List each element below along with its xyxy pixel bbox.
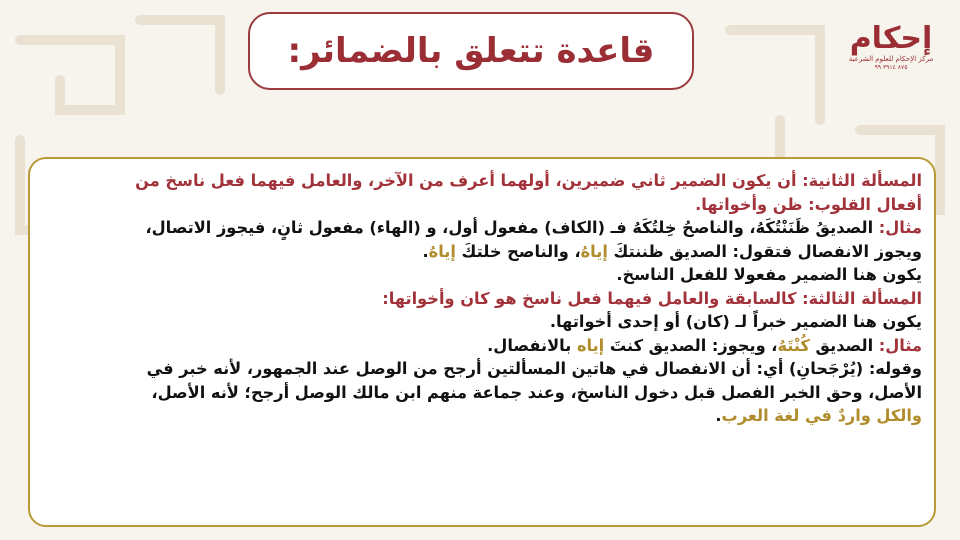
text-span: ، ويجوز: الصديق كنتَ: [604, 335, 778, 355]
text-span: بالانفصال.: [487, 335, 577, 355]
text-span: .: [715, 406, 722, 425]
paragraph-line-7: [44, 310, 922, 334]
text-span: المسألة الثانية: أن يكون الضمير ثاني ضميرين، أولهما أعرف من الآخر، والعامل فيهما فعل ناسخ من: [135, 171, 922, 190]
paragraph-line-8: [44, 334, 922, 358]
text-span: أفعال القلوب:: [808, 194, 922, 214]
text-span: الصديقُ ظَنَنْتُكَهُ، والناصحُ خِلتُكَهُ فـ (الكاف) مفعول أول، و (الهاء) مفعول ثانٍ، فيجوز الاتصال،: [145, 218, 879, 237]
paragraph-line-11: [44, 404, 922, 428]
text-span: ويجوز الانفصال فتقول: الصديق ظننتكَ: [607, 241, 922, 261]
paragraph-line-6: [44, 287, 922, 311]
paragraph-line-9: [44, 357, 922, 381]
page-title: قاعدة تتعلق بالضمائر:: [287, 31, 655, 71]
logo-subtitle: مركز الإحكام للعلوم الشرعية: [848, 55, 934, 63]
text-span: يكون هنا الضمير مفعولا للفعل الناسخ.: [616, 265, 922, 284]
example-label: مثال:: [878, 218, 922, 237]
highlight-span: إياه: [576, 335, 605, 355]
paragraph-line-3: [44, 216, 922, 240]
highlight-span: كُنْتَهُ: [777, 335, 810, 355]
highlight-span: والكل واردٌ في لغة العرب: [721, 406, 922, 425]
brand-logo: [848, 21, 934, 90]
highlight-span: إياهُ: [580, 241, 608, 261]
paragraph-line-1: [44, 169, 922, 193]
paragraph-line-10: [44, 381, 922, 405]
content-panel: [28, 157, 936, 527]
paragraph-line-2: [44, 193, 922, 217]
text-span: وقوله: (يُرْجَحانِ) أي: أن الانفصال في هاتين المسألتين أرجح من الوصل عند الجمهور، لأنه خبر في: [146, 359, 922, 378]
highlight-span: إياهُ: [428, 241, 456, 261]
logo-word: إحكام: [849, 21, 933, 56]
paragraph-line-5: [44, 263, 922, 287]
example-label: مثال:: [878, 335, 922, 355]
text-span: ، والناصح خلتكَ: [455, 241, 581, 261]
text-span: الصديق: [809, 335, 879, 355]
text-span: ظن وأخواتها.: [695, 194, 809, 214]
logo-tagline: ٨٧٥ ٣٩١٤ ٩٩: [874, 64, 908, 71]
title-banner: [248, 12, 694, 90]
paragraph-line-4: [44, 240, 922, 264]
text-span: المسألة الثالثة: كالسابقة والعامل فيهما فعل ناسخ هو كان وأخواتها:: [382, 288, 922, 308]
text-span: الأصل، وحق الخبر الفصل قبل دخول الناسخ، وعند جماعة منهم ابن مالك الوصل أرجح؛ لأنه الأصل،: [151, 382, 922, 402]
text-span: .: [422, 241, 429, 261]
text-span: يكون هنا الضمير خبراً لـ (كان) أو إحدى أخواتها.: [549, 312, 922, 331]
